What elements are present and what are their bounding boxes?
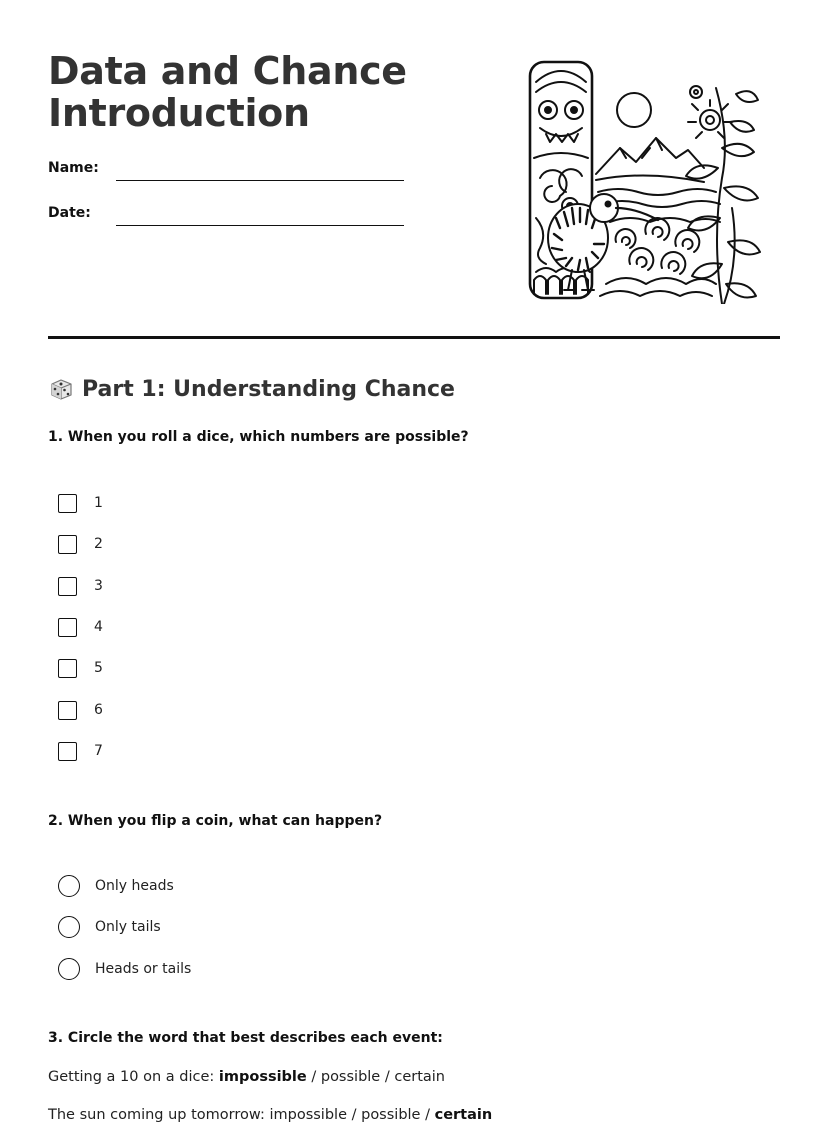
q3-choice[interactable]: certain (394, 1069, 445, 1085)
question-2: 2. When you flip a coin, what can happen? (48, 813, 383, 829)
q2-option[interactable] (58, 874, 174, 898)
q3-choice[interactable]: possible (361, 1107, 421, 1123)
q3-separator: / (311, 1069, 317, 1085)
name-label: Name: (48, 160, 99, 176)
q1-option-label: 3 (94, 578, 103, 594)
q3-item (48, 1107, 492, 1123)
q1-option[interactable] (58, 698, 103, 722)
question-1: 1. When you roll a dice, which numbers are possible? (48, 429, 469, 445)
q3-choice[interactable]: possible (320, 1069, 381, 1085)
q1-option-label: 6 (94, 702, 103, 718)
q2-option-label: Only heads (95, 878, 174, 894)
q1-option-label: 4 (94, 619, 103, 635)
q1-option[interactable] (58, 491, 103, 515)
date-field[interactable] (48, 205, 408, 229)
q1-checkbox[interactable] (58, 577, 77, 596)
q2-option-label: Only tails (95, 919, 161, 935)
q1-option[interactable] (58, 532, 103, 556)
q3-separator: / (425, 1107, 430, 1123)
q1-option-label: 1 (94, 495, 103, 511)
worksheet-title (48, 50, 488, 134)
q3-separator: / (351, 1107, 357, 1123)
q1-checkbox[interactable] (58, 494, 77, 513)
q3-choice[interactable]: certain (434, 1107, 493, 1123)
section-divider (48, 336, 780, 339)
q3-item-prompt: Getting a 10 on a dice: (48, 1069, 215, 1085)
name-write-line[interactable] (116, 180, 404, 181)
q1-checkbox[interactable] (58, 742, 77, 761)
q1-checkbox[interactable] (58, 618, 77, 637)
q1-option-label: 5 (94, 660, 103, 676)
title-line-2: Introduction (48, 91, 310, 135)
flowering-plant-shape (686, 86, 760, 304)
q3-choice[interactable]: impossible (269, 1107, 347, 1123)
date-write-line[interactable] (116, 225, 404, 226)
name-field[interactable] (48, 160, 408, 184)
q1-option[interactable] (58, 574, 103, 598)
q1-option-label: 7 (94, 743, 103, 759)
dice-icon (48, 376, 74, 402)
question-3: 3. Circle the word that best describes each event: (48, 1030, 443, 1046)
q2-option[interactable] (58, 915, 161, 939)
date-label: Date: (48, 205, 91, 221)
q3-item (48, 1069, 445, 1085)
q2-option[interactable] (58, 957, 191, 981)
nz-illustration (526, 58, 762, 304)
sun-shape (617, 93, 651, 127)
part1-heading-text: Part 1: Understanding Chance (82, 376, 455, 402)
mountains-shape (596, 138, 704, 174)
q2-option-label: Heads or tails (95, 961, 192, 977)
kiwi-bird-shape (548, 194, 658, 290)
q1-option[interactable] (58, 656, 103, 680)
title-line-1: Data and Chance (48, 49, 407, 93)
q1-option[interactable] (58, 615, 103, 639)
q1-option[interactable] (58, 739, 103, 763)
q1-checkbox[interactable] (58, 701, 77, 720)
q2-radio[interactable] (58, 875, 80, 897)
q3-item-prompt: The sun coming up tomorrow: (48, 1107, 265, 1123)
q2-radio[interactable] (58, 916, 80, 938)
q1-checkbox[interactable] (58, 659, 77, 678)
q1-option-label: 2 (94, 536, 103, 552)
q3-separator: / (384, 1069, 390, 1085)
q2-radio[interactable] (58, 958, 80, 980)
part1-heading (48, 374, 455, 404)
q1-checkbox[interactable] (58, 535, 77, 554)
q3-choice[interactable]: impossible (218, 1069, 307, 1085)
